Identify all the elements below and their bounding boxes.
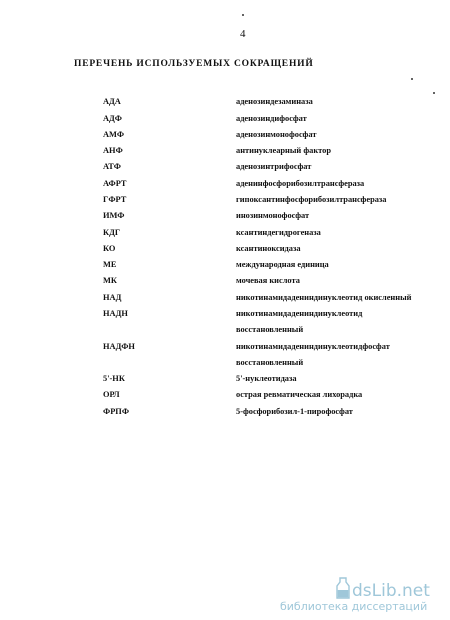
abbreviation: МК xyxy=(103,276,117,285)
abbreviation: АФРТ xyxy=(103,179,127,188)
abbreviation-meaning: аденинфосфорибозилтрансфераза xyxy=(236,179,365,188)
abbreviation-meaning: аденозиндезаминаза xyxy=(236,97,313,106)
abbreviation-meaning: аденозинтрифосфат xyxy=(236,162,312,171)
abbreviation: ГФРТ xyxy=(103,195,127,204)
abbreviation-meaning: антинуклеарный фактор xyxy=(236,146,331,155)
abbreviation: ФРПФ xyxy=(103,407,130,416)
scan-speck xyxy=(242,14,244,16)
abbreviation-meaning: 5'-нуклеотидаза xyxy=(236,374,297,383)
abbreviation-meaning: никотинамидадениндинуклеотидфосфат xyxy=(236,342,390,351)
abbreviation-meaning: ксантиндегидрогеназа xyxy=(236,228,321,237)
abbreviation: КО xyxy=(103,244,116,253)
watermark-caption: библиотека диссертаций xyxy=(280,600,428,613)
abbreviation-meaning: ксантиноксидаза xyxy=(236,244,301,253)
abbreviation-meaning: острая ревматическая лихорадка xyxy=(236,390,363,399)
watermark-site: dsLib.net xyxy=(352,581,430,601)
abbreviation: ОРЛ xyxy=(103,390,120,399)
abbreviation: МЕ xyxy=(103,260,117,269)
abbreviation-meaning: гипоксантинфосфорибозилтрансфераза xyxy=(236,195,387,204)
scan-speck xyxy=(411,78,413,80)
abbreviation-meaning: никотинамидадениндинуклеотид окисленный xyxy=(236,293,412,302)
abbreviation: НАДН xyxy=(103,309,128,318)
abbreviation: АДА xyxy=(103,97,121,106)
abbreviation-meaning: международная единица xyxy=(236,260,329,269)
abbreviation: АДФ xyxy=(103,114,122,123)
abbreviation: 5'-НК xyxy=(103,374,125,383)
abbreviation-meaning: инозинмонофосфат xyxy=(236,211,310,220)
abbreviation: НАДФН xyxy=(103,342,135,351)
page-number: 4 xyxy=(240,28,246,40)
abbreviation-meaning: 5-фосфорибозил-1-пирофосфат xyxy=(236,407,353,416)
abbreviation-meaning: никотинамидадениндинуклеотид xyxy=(236,309,363,318)
abbreviation-meaning: восстановленный xyxy=(236,325,304,334)
abbreviation-meaning: восстановленный xyxy=(236,358,304,367)
abbreviation: АНФ xyxy=(103,146,123,155)
dslib-logo-icon xyxy=(336,577,350,599)
abbreviation: НАД xyxy=(103,293,122,302)
scan-speck xyxy=(433,92,435,94)
abbreviation: АТФ xyxy=(103,162,121,171)
abbreviation: КДГ xyxy=(103,228,121,237)
abbreviation-meaning: мочевая кислота xyxy=(236,276,300,285)
abbreviation: АМФ xyxy=(103,130,125,139)
document-title: ПЕРЕЧЕНЬ ИСПОЛЬЗУЕМЫХ СОКРАЩЕНИЙ xyxy=(74,59,314,69)
abbreviation-meaning: аденозиндифосфат xyxy=(236,114,307,123)
abbreviation-meaning: аденозинмонофосфат xyxy=(236,130,317,139)
abbreviation: ИМФ xyxy=(103,211,125,220)
